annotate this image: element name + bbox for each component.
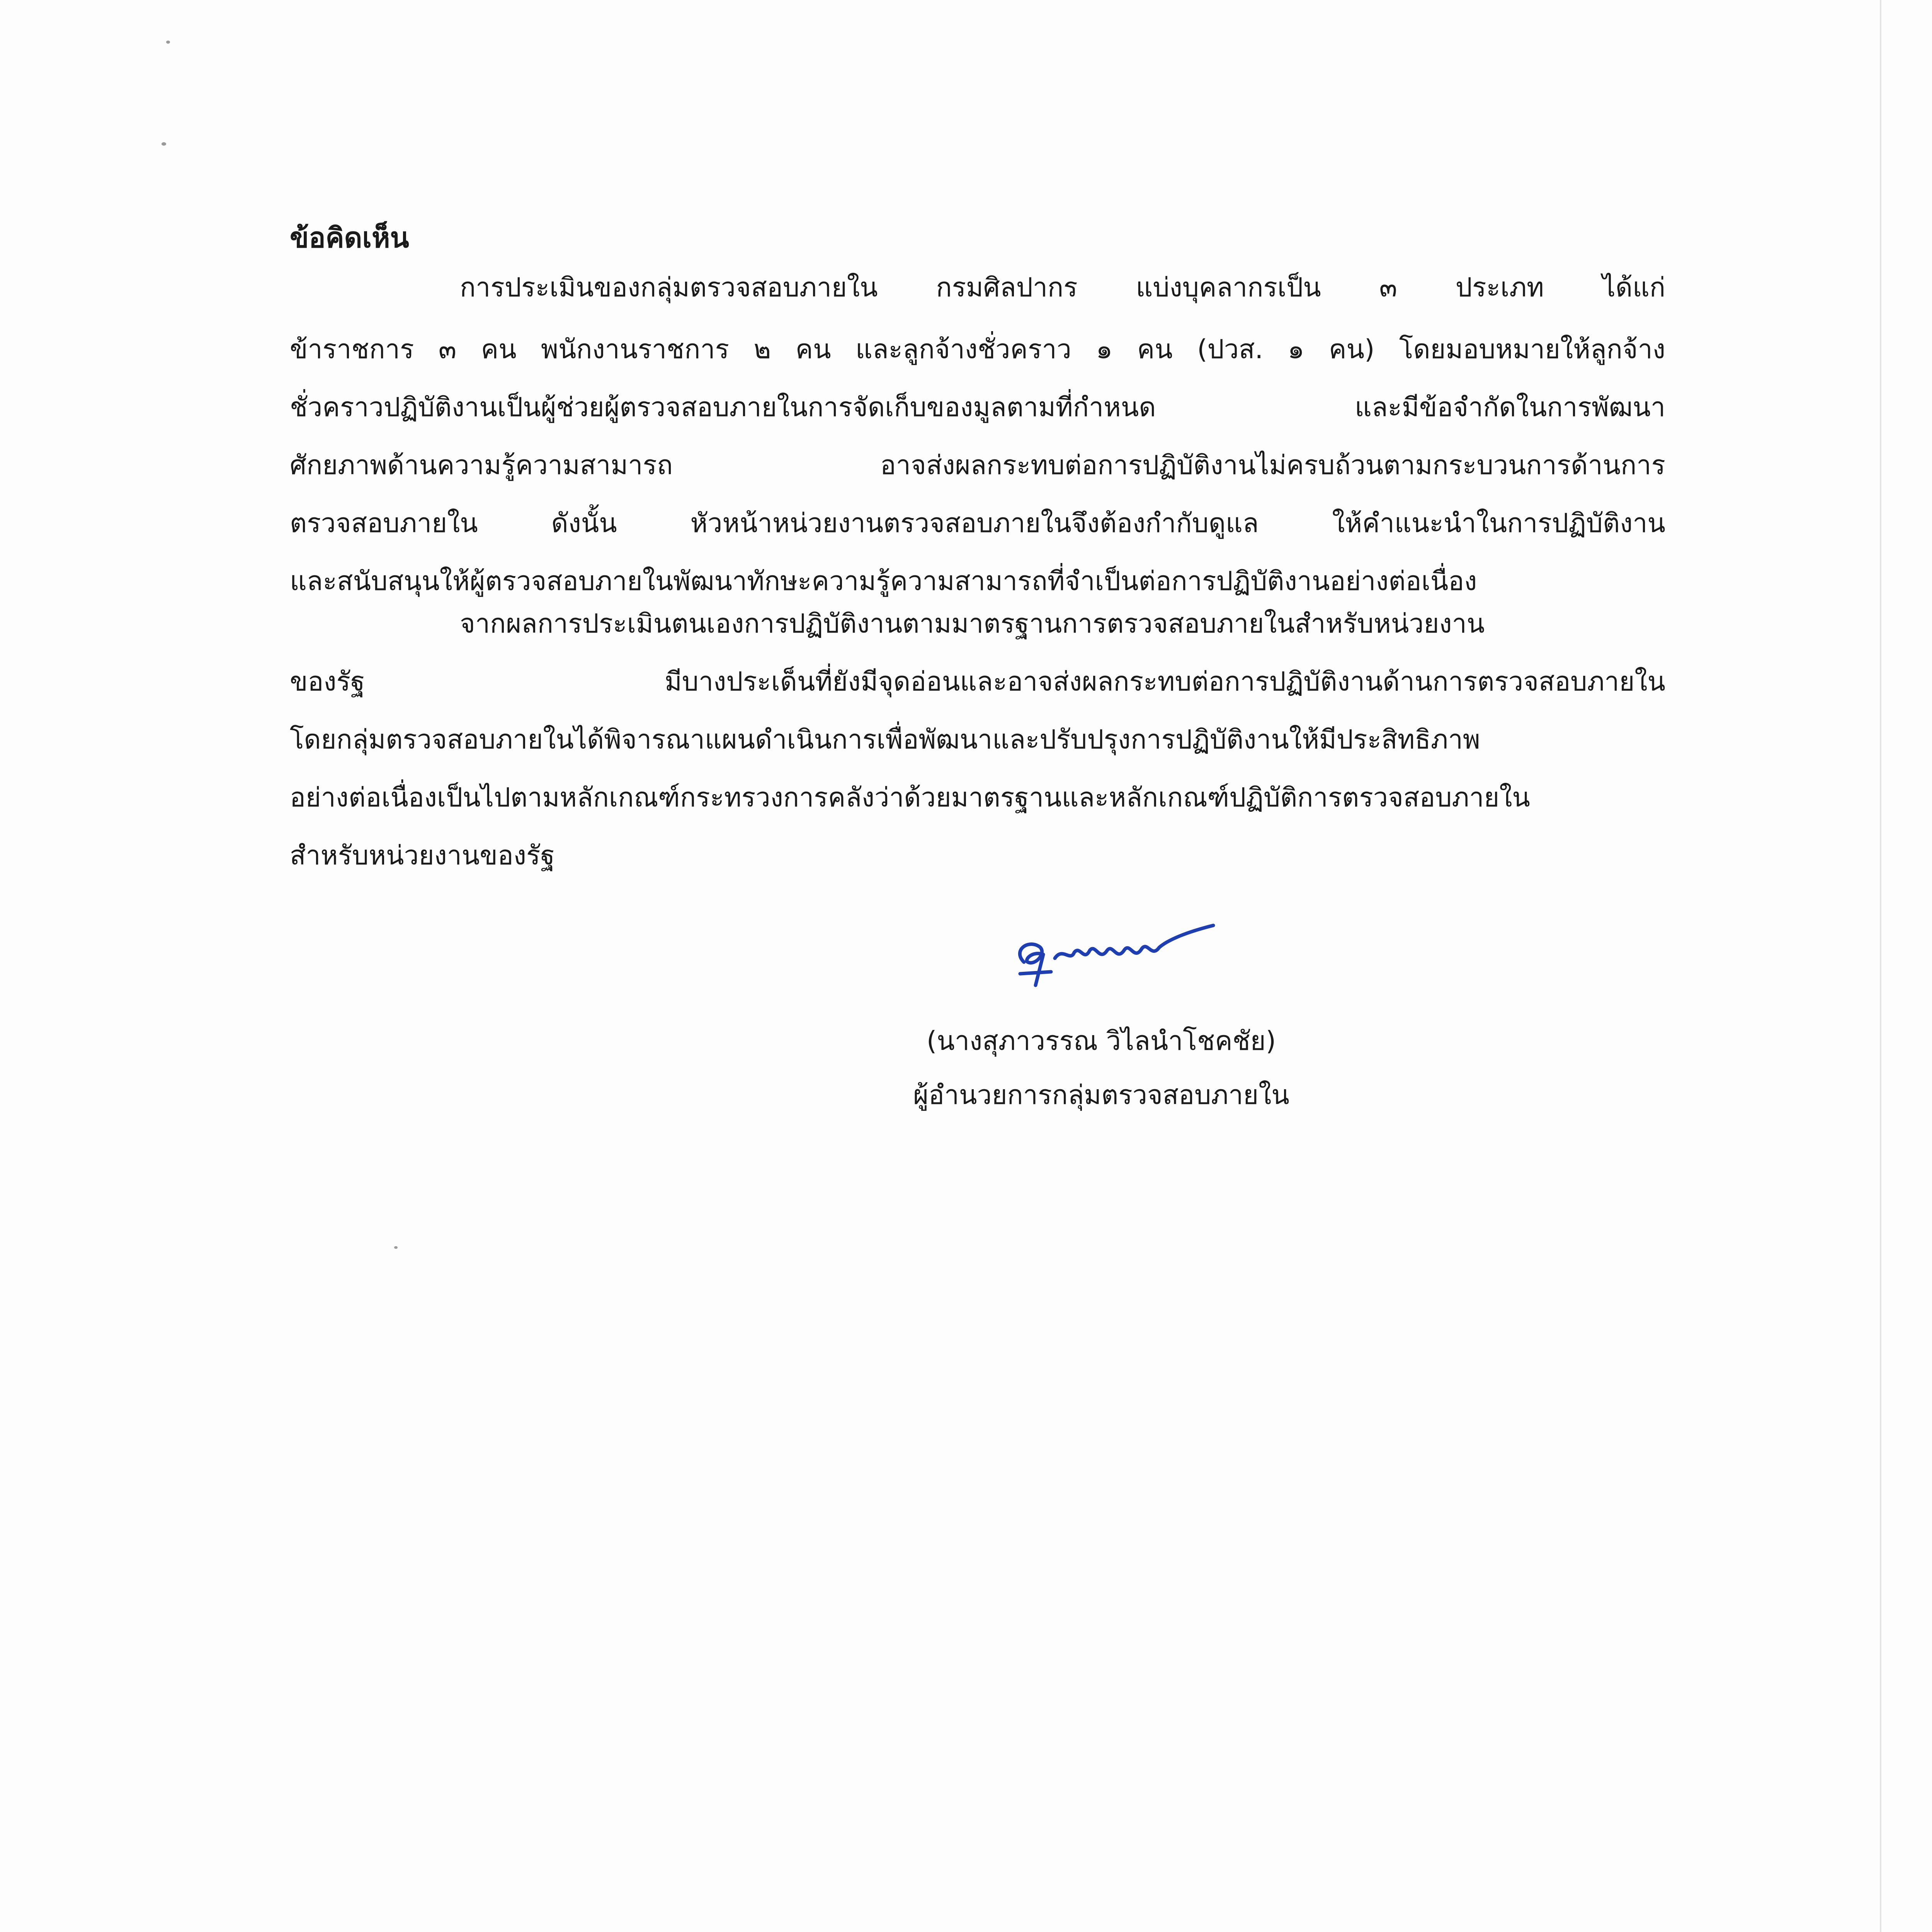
paragraph-1-line: ชั่วคราวปฏิบัติงานเป็นผู้ช่วยผู้ตรวจสอบภายในการจัดเก็บของมูลตามที่กำหนด และมีข้อจำกัดในการพัฒนา — [290, 392, 1665, 423]
paragraph-1-line: ตรวจสอบภายใน ดังนั้น หัวหน้าหน่วยงานตรวจสอบภายในจึงต้องกำกับดูแล ให้คำแนะนำในการปฏิบัติงาน — [290, 508, 1665, 539]
paragraph-1-line: การประเมินของกลุ่มตรวจสอบภายใน กรมศิลปากร แบ่งบุคลากรเป็น ๓ ประเภท ได้แก่ — [460, 272, 1665, 303]
handwritten-signature — [997, 904, 1221, 1005]
signatory-title: ผู้อำนวยการกลุ่มตรวจสอบภายใน — [913, 1080, 1289, 1111]
signatory-name: (นางสุภาวรรณ วิไลนำโชคชัย) — [926, 1026, 1276, 1056]
scan-speck — [166, 41, 170, 44]
paragraph-1-line: ข้าราชการ ๓ คน พนักงานราชการ ๒ คน และลูกจ้างชั่วคราว ๑ คน (ปวส. ๑ คน) โดยมอบหมายให้ลูกจ้าง — [290, 334, 1665, 365]
scan-speck — [394, 1246, 398, 1249]
scan-edge-line — [1880, 0, 1881, 1932]
paragraph-1-line: ศักยภาพด้านความรู้ความสามารถ อาจส่งผลกระทบต่อการปฏิบัติงานไม่ครบถ้วนตามกระบวนการด้านการ — [290, 450, 1665, 481]
section-heading: ข้อคิดเห็น — [290, 221, 409, 254]
paragraph-2-line: ของรัฐ มีบางประเด็นที่ยังมีจุดอ่อนและอาจส่งผลกระทบต่อการปฏิบัติงานด้านการตรวจสอบภายใน — [290, 667, 1665, 697]
paragraph-1-line: และสนับสนุนให้ผู้ตรวจสอบภายในพัฒนาทักษะความรู้ความสามารถที่จำเป็นต่อการปฏิบัติงานอย่างต่อเนื่อง — [290, 566, 1477, 597]
paragraph-2-line: สำหรับหน่วยงานของรัฐ — [290, 840, 555, 871]
scan-speck — [162, 142, 166, 146]
paragraph-2-line: โดยกลุ่มตรวจสอบภายในได้พิจารณาแผนดำเนินการเพื่อพัฒนาและปรับปรุงการปฏิบัติงานให้มีประสิทธิภาพ — [290, 724, 1480, 755]
paragraph-2-line: จากผลการประเมินตนเองการปฏิบัติงานตามมาตรฐานการตรวจสอบภายในสำหรับหน่วยงาน — [460, 609, 1485, 639]
paragraph-2-line: อย่างต่อเนื่องเป็นไปตามหลักเกณฑ์กระทรวงการคลังว่าด้วยมาตรฐานและหลักเกณฑ์ปฏิบัติการตรวจสอบภายใน — [290, 782, 1530, 813]
